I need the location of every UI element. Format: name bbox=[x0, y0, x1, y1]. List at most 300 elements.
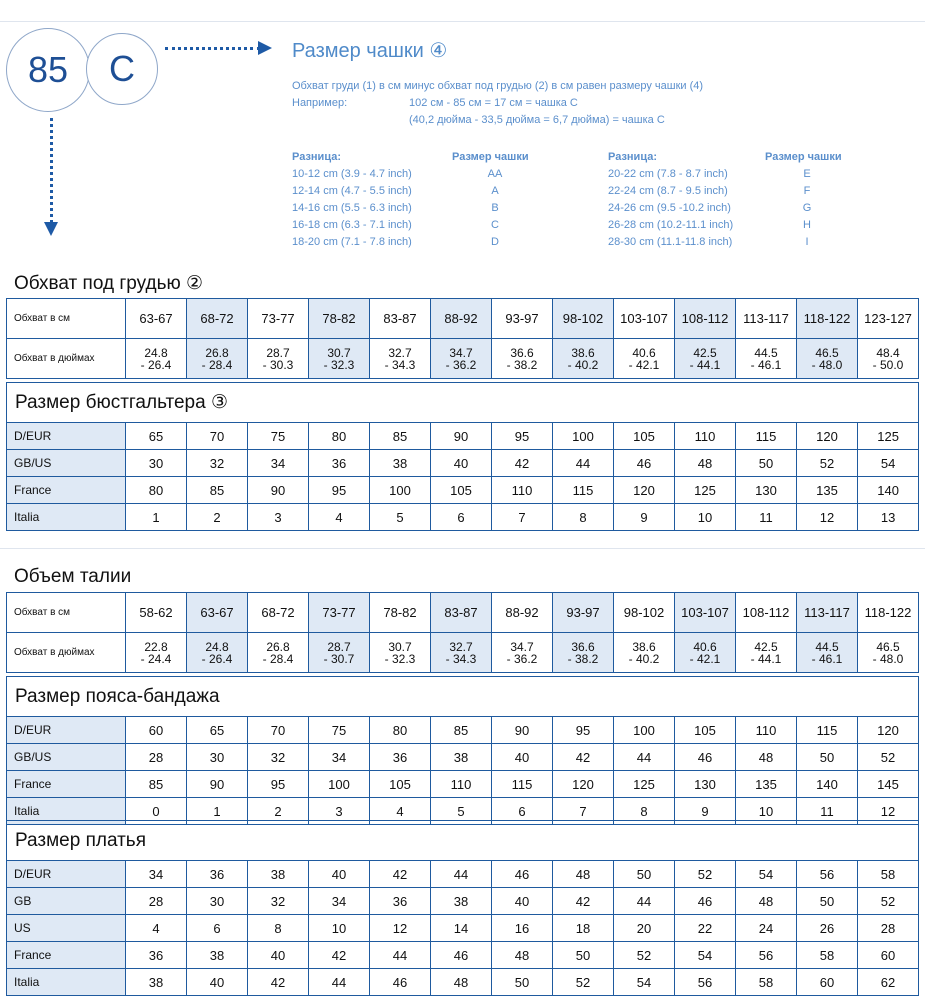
size-value-cell: 125 bbox=[675, 477, 736, 504]
size-value-cell: 95 bbox=[248, 771, 309, 798]
band-size-value: 85 bbox=[27, 49, 69, 90]
size-value-cell: 34 bbox=[248, 450, 309, 477]
inch-value-cell bbox=[126, 339, 187, 379]
inch-from: 30.7 bbox=[327, 345, 351, 360]
inch-to: - 46.1 bbox=[811, 651, 843, 666]
arrow-down-icon bbox=[44, 222, 58, 236]
size-value-cell: 48 bbox=[736, 744, 797, 771]
size-value-cell: 54 bbox=[858, 450, 919, 477]
country-label: France bbox=[7, 477, 126, 504]
cm-row-label: Обхват в см bbox=[7, 299, 126, 339]
dotted-arrow-right bbox=[165, 47, 260, 50]
size-value-cell: 110 bbox=[492, 477, 553, 504]
size-value-cell: 90 bbox=[492, 717, 553, 744]
size-value-cell: 20 bbox=[614, 915, 675, 942]
size-value-cell: 38 bbox=[431, 888, 492, 915]
size-value-cell: 4 bbox=[370, 798, 431, 825]
size-value-cell: 8 bbox=[553, 504, 614, 531]
inch-to: - 48.0 bbox=[811, 357, 843, 372]
cm-value-cell: 123-127 bbox=[858, 299, 919, 339]
size-value-cell: 5 bbox=[370, 504, 431, 531]
size-value-cell: 42 bbox=[248, 969, 309, 996]
example-label: Например: bbox=[292, 97, 348, 109]
size-value-cell: 50 bbox=[492, 969, 553, 996]
size-value-cell: 28 bbox=[126, 888, 187, 915]
size-value-cell: 105 bbox=[370, 771, 431, 798]
size-value-cell: 10 bbox=[736, 798, 797, 825]
cm-value-cell: 108-112 bbox=[675, 299, 736, 339]
inch-to: - 40.2 bbox=[567, 357, 599, 372]
size-value-cell: 50 bbox=[614, 861, 675, 888]
size-value-cell: 54 bbox=[675, 942, 736, 969]
inch-to: - 42.1 bbox=[628, 357, 660, 372]
inch-from: 36.6 bbox=[510, 345, 534, 360]
size-value-cell: 9 bbox=[675, 798, 736, 825]
diff-range-right: 28-30 cm (11.1-11.8 inch) bbox=[608, 236, 733, 248]
size-value-cell: 28 bbox=[858, 915, 919, 942]
inch-to: - 24.4 bbox=[140, 651, 172, 666]
cup-letter-left: AA bbox=[487, 168, 503, 180]
inch-from: 40.6 bbox=[693, 639, 717, 654]
size-value-cell: 85 bbox=[370, 423, 431, 450]
size-value-cell: 12 bbox=[797, 504, 858, 531]
size-value-cell: 46 bbox=[431, 942, 492, 969]
inch-to: - 28.4 bbox=[201, 357, 233, 372]
cm-value-cell: 63-67 bbox=[187, 593, 248, 633]
cup-letter-left: B bbox=[491, 202, 499, 214]
inch-from: 30.7 bbox=[388, 639, 412, 654]
country-label: US bbox=[7, 915, 126, 942]
size-value-cell: 145 bbox=[858, 771, 919, 798]
size-value-cell: 90 bbox=[187, 771, 248, 798]
size-value-cell: 40 bbox=[187, 969, 248, 996]
inch-from: 46.5 bbox=[876, 639, 900, 654]
size-value-cell: 34 bbox=[309, 744, 370, 771]
size-value-cell: 95 bbox=[309, 477, 370, 504]
diff-range-left: 12-14 cm (4.7 - 5.5 inch) bbox=[292, 185, 412, 197]
size-value-cell: 36 bbox=[187, 861, 248, 888]
size-value-cell: 56 bbox=[797, 861, 858, 888]
size-value-cell: 18 bbox=[553, 915, 614, 942]
inch-value-cell bbox=[797, 633, 858, 673]
inch-from: 34.7 bbox=[449, 345, 473, 360]
size-value-cell: 1 bbox=[126, 504, 187, 531]
inch-to: - 38.2 bbox=[567, 651, 599, 666]
size-value-cell: 130 bbox=[675, 771, 736, 798]
size-value-cell: 2 bbox=[187, 504, 248, 531]
size-value-cell: 52 bbox=[675, 861, 736, 888]
inch-to: - 34.3 bbox=[445, 651, 477, 666]
size-value-cell: 48 bbox=[492, 942, 553, 969]
size-value-cell: 40 bbox=[431, 450, 492, 477]
size-value-cell: 30 bbox=[126, 450, 187, 477]
inch-value-cell bbox=[614, 633, 675, 673]
size-value-cell: 120 bbox=[858, 717, 919, 744]
size-value-cell: 44 bbox=[614, 744, 675, 771]
cm-value-cell: 93-97 bbox=[492, 299, 553, 339]
size-value-cell: 34 bbox=[309, 888, 370, 915]
size-value-cell: 75 bbox=[309, 717, 370, 744]
size-value-cell: 46 bbox=[675, 888, 736, 915]
diff-range-right: 20-22 cm (7.8 - 8.7 inch) bbox=[608, 168, 728, 180]
size-section-title: Размер бюстгальтера ③ bbox=[7, 383, 919, 423]
size-value-cell: 65 bbox=[126, 423, 187, 450]
size-value-cell: 0 bbox=[126, 798, 187, 825]
inch-to: - 42.1 bbox=[689, 651, 721, 666]
inch-from: 44.5 bbox=[754, 345, 778, 360]
country-label: Italia bbox=[7, 798, 126, 825]
cup-letter-right: E bbox=[803, 168, 811, 180]
size-value-cell: 56 bbox=[675, 969, 736, 996]
size-value-cell: 62 bbox=[858, 969, 919, 996]
size-value-cell: 42 bbox=[553, 744, 614, 771]
size-value-cell: 140 bbox=[858, 477, 919, 504]
cup-header-right: Размер чашки bbox=[765, 151, 842, 163]
size-value-cell: 60 bbox=[858, 942, 919, 969]
size-value-cell: 85 bbox=[187, 477, 248, 504]
cm-value-cell: 58-62 bbox=[126, 593, 187, 633]
size-value-cell: 70 bbox=[248, 717, 309, 744]
cm-value-cell: 108-112 bbox=[736, 593, 797, 633]
size-value-cell: 36 bbox=[370, 888, 431, 915]
size-value-cell: 80 bbox=[370, 717, 431, 744]
country-label: France bbox=[7, 771, 126, 798]
inch-value-cell bbox=[858, 633, 919, 673]
inch-value-cell bbox=[248, 633, 309, 673]
inch-row-label: Обхват в дюймах bbox=[7, 339, 126, 379]
size-value-cell: 44 bbox=[614, 888, 675, 915]
cm-row-label: Обхват в см bbox=[7, 593, 126, 633]
size-value-cell: 52 bbox=[614, 942, 675, 969]
inch-to: - 50.0 bbox=[872, 357, 904, 372]
size-value-cell: 11 bbox=[797, 798, 858, 825]
size-value-cell: 6 bbox=[492, 798, 553, 825]
size-value-cell: 34 bbox=[126, 861, 187, 888]
diff-range-left: 18-20 cm (7.1 - 7.8 inch) bbox=[292, 236, 412, 248]
cm-value-cell: 98-102 bbox=[553, 299, 614, 339]
cup-letter-left: A bbox=[491, 185, 499, 197]
band-size-circle bbox=[6, 28, 90, 112]
inch-from: 36.6 bbox=[571, 639, 595, 654]
cup-letter-left: D bbox=[491, 236, 499, 248]
size-value-cell: 50 bbox=[797, 744, 858, 771]
size-value-cell: 44 bbox=[370, 942, 431, 969]
size-value-cell: 40 bbox=[248, 942, 309, 969]
cm-value-cell: 78-82 bbox=[309, 299, 370, 339]
inch-from: 28.7 bbox=[266, 345, 290, 360]
country-label: France bbox=[7, 942, 126, 969]
size-value-cell: 125 bbox=[614, 771, 675, 798]
inch-value-cell bbox=[370, 633, 431, 673]
inch-value-cell bbox=[553, 339, 614, 379]
cm-value-cell: 113-117 bbox=[736, 299, 797, 339]
cm-value-cell: 78-82 bbox=[370, 593, 431, 633]
inch-value-cell bbox=[492, 633, 553, 673]
cup-letter-right: G bbox=[802, 202, 812, 214]
country-label: GB/US bbox=[7, 450, 126, 477]
waist-table bbox=[6, 592, 919, 673]
inch-from: 34.7 bbox=[510, 639, 534, 654]
size-value-cell: 50 bbox=[736, 450, 797, 477]
inch-value-cell bbox=[492, 339, 553, 379]
size-value-cell: 32 bbox=[248, 888, 309, 915]
size-value-cell: 42 bbox=[492, 450, 553, 477]
underbust-table bbox=[6, 298, 919, 379]
size-value-cell: 120 bbox=[797, 423, 858, 450]
size-value-cell: 46 bbox=[675, 744, 736, 771]
size-value-cell: 26 bbox=[797, 915, 858, 942]
inch-to: - 44.1 bbox=[750, 651, 782, 666]
size-value-cell: 110 bbox=[675, 423, 736, 450]
size-value-cell: 4 bbox=[126, 915, 187, 942]
size-value-cell: 135 bbox=[736, 771, 797, 798]
size-value-cell: 52 bbox=[858, 888, 919, 915]
size-value-cell: 46 bbox=[492, 861, 553, 888]
inch-value-cell bbox=[431, 633, 492, 673]
size-value-cell: 9 bbox=[614, 504, 675, 531]
size-value-cell: 100 bbox=[553, 423, 614, 450]
size-value-cell: 85 bbox=[126, 771, 187, 798]
cm-value-cell: 83-87 bbox=[431, 593, 492, 633]
size-value-cell: 6 bbox=[431, 504, 492, 531]
dotted-arrow-down bbox=[50, 118, 53, 223]
inch-row-label: Обхват в дюймах bbox=[7, 633, 126, 673]
size-value-cell: 100 bbox=[370, 477, 431, 504]
size-value-cell: 95 bbox=[553, 717, 614, 744]
size-value-cell: 3 bbox=[248, 504, 309, 531]
size-value-cell: 4 bbox=[309, 504, 370, 531]
size-value-cell: 42 bbox=[370, 861, 431, 888]
size-value-cell: 105 bbox=[431, 477, 492, 504]
country-label: Italia bbox=[7, 969, 126, 996]
cup-size-value: C bbox=[109, 48, 135, 89]
inch-value-cell bbox=[553, 633, 614, 673]
size-value-cell: 10 bbox=[309, 915, 370, 942]
size-value-cell: 90 bbox=[431, 423, 492, 450]
size-value-cell: 110 bbox=[431, 771, 492, 798]
inch-value-cell bbox=[309, 339, 370, 379]
size-value-cell: 32 bbox=[187, 450, 248, 477]
size-value-cell: 38 bbox=[431, 744, 492, 771]
size-value-cell: 48 bbox=[553, 861, 614, 888]
size-value-cell: 70 bbox=[187, 423, 248, 450]
cm-value-cell: 98-102 bbox=[614, 593, 675, 633]
inch-to: - 34.3 bbox=[384, 357, 416, 372]
inch-to: - 48.0 bbox=[872, 651, 904, 666]
size-value-cell: 6 bbox=[187, 915, 248, 942]
inch-to: - 46.1 bbox=[750, 357, 782, 372]
cm-value-cell: 103-107 bbox=[675, 593, 736, 633]
size-value-cell: 115 bbox=[736, 423, 797, 450]
size-value-cell: 120 bbox=[553, 771, 614, 798]
size-value-cell: 105 bbox=[675, 717, 736, 744]
size-value-cell: 48 bbox=[736, 888, 797, 915]
diff-range-right: 24-26 cm (9.5 -10.2 inch) bbox=[608, 202, 731, 214]
size-value-cell: 58 bbox=[736, 969, 797, 996]
size-value-cell: 54 bbox=[614, 969, 675, 996]
cm-value-cell: 113-117 bbox=[797, 593, 858, 633]
girdle-size-table bbox=[6, 676, 919, 825]
size-value-cell: 36 bbox=[126, 942, 187, 969]
inch-to: - 36.2 bbox=[506, 651, 538, 666]
size-value-cell: 30 bbox=[187, 744, 248, 771]
cm-value-cell: 118-122 bbox=[797, 299, 858, 339]
size-value-cell: 2 bbox=[248, 798, 309, 825]
size-value-cell: 12 bbox=[370, 915, 431, 942]
size-value-cell: 50 bbox=[553, 942, 614, 969]
country-label: D/EUR bbox=[7, 861, 126, 888]
size-value-cell: 44 bbox=[309, 969, 370, 996]
size-value-cell: 90 bbox=[248, 477, 309, 504]
diff-range-left: 16-18 cm (6.3 - 7.1 inch) bbox=[292, 219, 412, 231]
size-value-cell: 38 bbox=[370, 450, 431, 477]
cup-letter-right: I bbox=[805, 236, 809, 248]
size-value-cell: 44 bbox=[553, 450, 614, 477]
dress-size-table bbox=[6, 820, 919, 996]
size-value-cell: 16 bbox=[492, 915, 553, 942]
country-label: GB/US bbox=[7, 744, 126, 771]
inch-from: 32.7 bbox=[388, 345, 412, 360]
inch-from: 26.8 bbox=[266, 639, 290, 654]
size-value-cell: 22 bbox=[675, 915, 736, 942]
arrow-right-icon bbox=[258, 41, 272, 55]
inch-value-cell bbox=[675, 633, 736, 673]
inch-from: 24.8 bbox=[144, 345, 168, 360]
size-value-cell: 28 bbox=[126, 744, 187, 771]
cm-value-cell: 73-77 bbox=[248, 299, 309, 339]
size-value-cell: 11 bbox=[736, 504, 797, 531]
size-value-cell: 14 bbox=[431, 915, 492, 942]
size-value-cell: 13 bbox=[858, 504, 919, 531]
size-value-cell: 60 bbox=[797, 969, 858, 996]
inch-from: 22.8 bbox=[144, 639, 168, 654]
inch-value-cell bbox=[187, 339, 248, 379]
size-value-cell: 10 bbox=[675, 504, 736, 531]
inch-value-cell bbox=[126, 633, 187, 673]
inch-from: 48.4 bbox=[876, 345, 900, 360]
country-label: D/EUR bbox=[7, 717, 126, 744]
cup-header-left: Размер чашки bbox=[452, 151, 529, 163]
inch-to: - 28.4 bbox=[262, 651, 294, 666]
inch-from: 26.8 bbox=[205, 345, 229, 360]
cup-letter-right: F bbox=[803, 185, 811, 197]
inch-value-cell bbox=[431, 339, 492, 379]
inch-to: - 44.1 bbox=[689, 357, 721, 372]
size-value-cell: 58 bbox=[858, 861, 919, 888]
cm-value-cell: 88-92 bbox=[492, 593, 553, 633]
size-value-cell: 42 bbox=[553, 888, 614, 915]
cm-value-cell: 83-87 bbox=[370, 299, 431, 339]
size-section-title: Размер платья bbox=[7, 821, 919, 861]
country-label: D/EUR bbox=[7, 423, 126, 450]
inch-to: - 38.2 bbox=[506, 357, 538, 372]
size-value-cell: 8 bbox=[248, 915, 309, 942]
size-value-cell: 36 bbox=[370, 744, 431, 771]
inch-to: - 32.3 bbox=[384, 651, 416, 666]
size-value-cell: 100 bbox=[309, 771, 370, 798]
waist-title: Объем талии bbox=[14, 566, 132, 587]
size-value-cell: 46 bbox=[370, 969, 431, 996]
size-value-cell: 110 bbox=[736, 717, 797, 744]
size-value-cell: 48 bbox=[431, 969, 492, 996]
inch-to: - 32.3 bbox=[323, 357, 355, 372]
underbust-title: Обхват под грудью ② bbox=[14, 273, 204, 294]
cm-value-cell: 73-77 bbox=[309, 593, 370, 633]
size-value-cell: 40 bbox=[492, 744, 553, 771]
inch-value-cell bbox=[187, 633, 248, 673]
size-value-cell: 140 bbox=[797, 771, 858, 798]
size-value-cell: 135 bbox=[797, 477, 858, 504]
cup-letter-right: H bbox=[803, 219, 811, 231]
size-value-cell: 1 bbox=[187, 798, 248, 825]
inch-from: 32.7 bbox=[449, 639, 473, 654]
cm-value-cell: 93-97 bbox=[553, 593, 614, 633]
cm-value-cell: 88-92 bbox=[431, 299, 492, 339]
cm-value-cell: 63-67 bbox=[126, 299, 187, 339]
size-value-cell: 3 bbox=[309, 798, 370, 825]
size-value-cell: 42 bbox=[309, 942, 370, 969]
size-value-cell: 54 bbox=[736, 861, 797, 888]
size-value-cell: 58 bbox=[797, 942, 858, 969]
size-value-cell: 52 bbox=[858, 744, 919, 771]
size-value-cell: 115 bbox=[492, 771, 553, 798]
inch-from: 46.5 bbox=[815, 345, 839, 360]
example-line-2: (40,2 дюйма - 33,5 дюйма = 6,7 дюйма) = чашка С bbox=[409, 114, 665, 126]
section-divider bbox=[0, 548, 925, 549]
difference-header-right: Разница: bbox=[608, 151, 657, 163]
top-divider bbox=[0, 21, 925, 22]
inch-to: - 30.3 bbox=[262, 357, 294, 372]
size-value-cell: 8 bbox=[614, 798, 675, 825]
inch-value-cell bbox=[858, 339, 919, 379]
country-label: GB bbox=[7, 888, 126, 915]
cm-value-cell: 68-72 bbox=[187, 299, 248, 339]
size-value-cell: 46 bbox=[614, 450, 675, 477]
size-value-cell: 130 bbox=[736, 477, 797, 504]
size-value-cell: 40 bbox=[492, 888, 553, 915]
size-value-cell: 7 bbox=[492, 504, 553, 531]
size-value-cell: 12 bbox=[858, 798, 919, 825]
size-value-cell: 38 bbox=[126, 969, 187, 996]
size-value-cell: 125 bbox=[858, 423, 919, 450]
diff-range-left: 14-16 cm (5.5 - 6.3 inch) bbox=[292, 202, 412, 214]
inch-value-cell bbox=[736, 633, 797, 673]
size-value-cell: 40 bbox=[309, 861, 370, 888]
inch-from: 28.7 bbox=[327, 639, 351, 654]
size-value-cell: 52 bbox=[797, 450, 858, 477]
size-value-cell: 24 bbox=[736, 915, 797, 942]
size-value-cell: 80 bbox=[309, 423, 370, 450]
size-value-cell: 30 bbox=[187, 888, 248, 915]
inch-from: 44.5 bbox=[815, 639, 839, 654]
cm-value-cell: 103-107 bbox=[614, 299, 675, 339]
cm-value-cell: 68-72 bbox=[248, 593, 309, 633]
example-line-1: 102 см - 85 см = 17 см = чашка С bbox=[409, 97, 578, 109]
inch-value-cell bbox=[614, 339, 675, 379]
inch-to: - 36.2 bbox=[445, 357, 477, 372]
size-value-cell: 100 bbox=[614, 717, 675, 744]
inch-from: 40.6 bbox=[632, 345, 656, 360]
cm-value-cell: 118-122 bbox=[858, 593, 919, 633]
size-value-cell: 85 bbox=[431, 717, 492, 744]
inch-value-cell bbox=[797, 339, 858, 379]
bra-size-table bbox=[6, 382, 919, 531]
size-section-title: Размер пояса-бандажа bbox=[7, 677, 919, 717]
cup-letter-left: C bbox=[491, 219, 499, 231]
size-value-cell: 38 bbox=[248, 861, 309, 888]
size-value-cell: 56 bbox=[736, 942, 797, 969]
size-value-cell: 52 bbox=[553, 969, 614, 996]
